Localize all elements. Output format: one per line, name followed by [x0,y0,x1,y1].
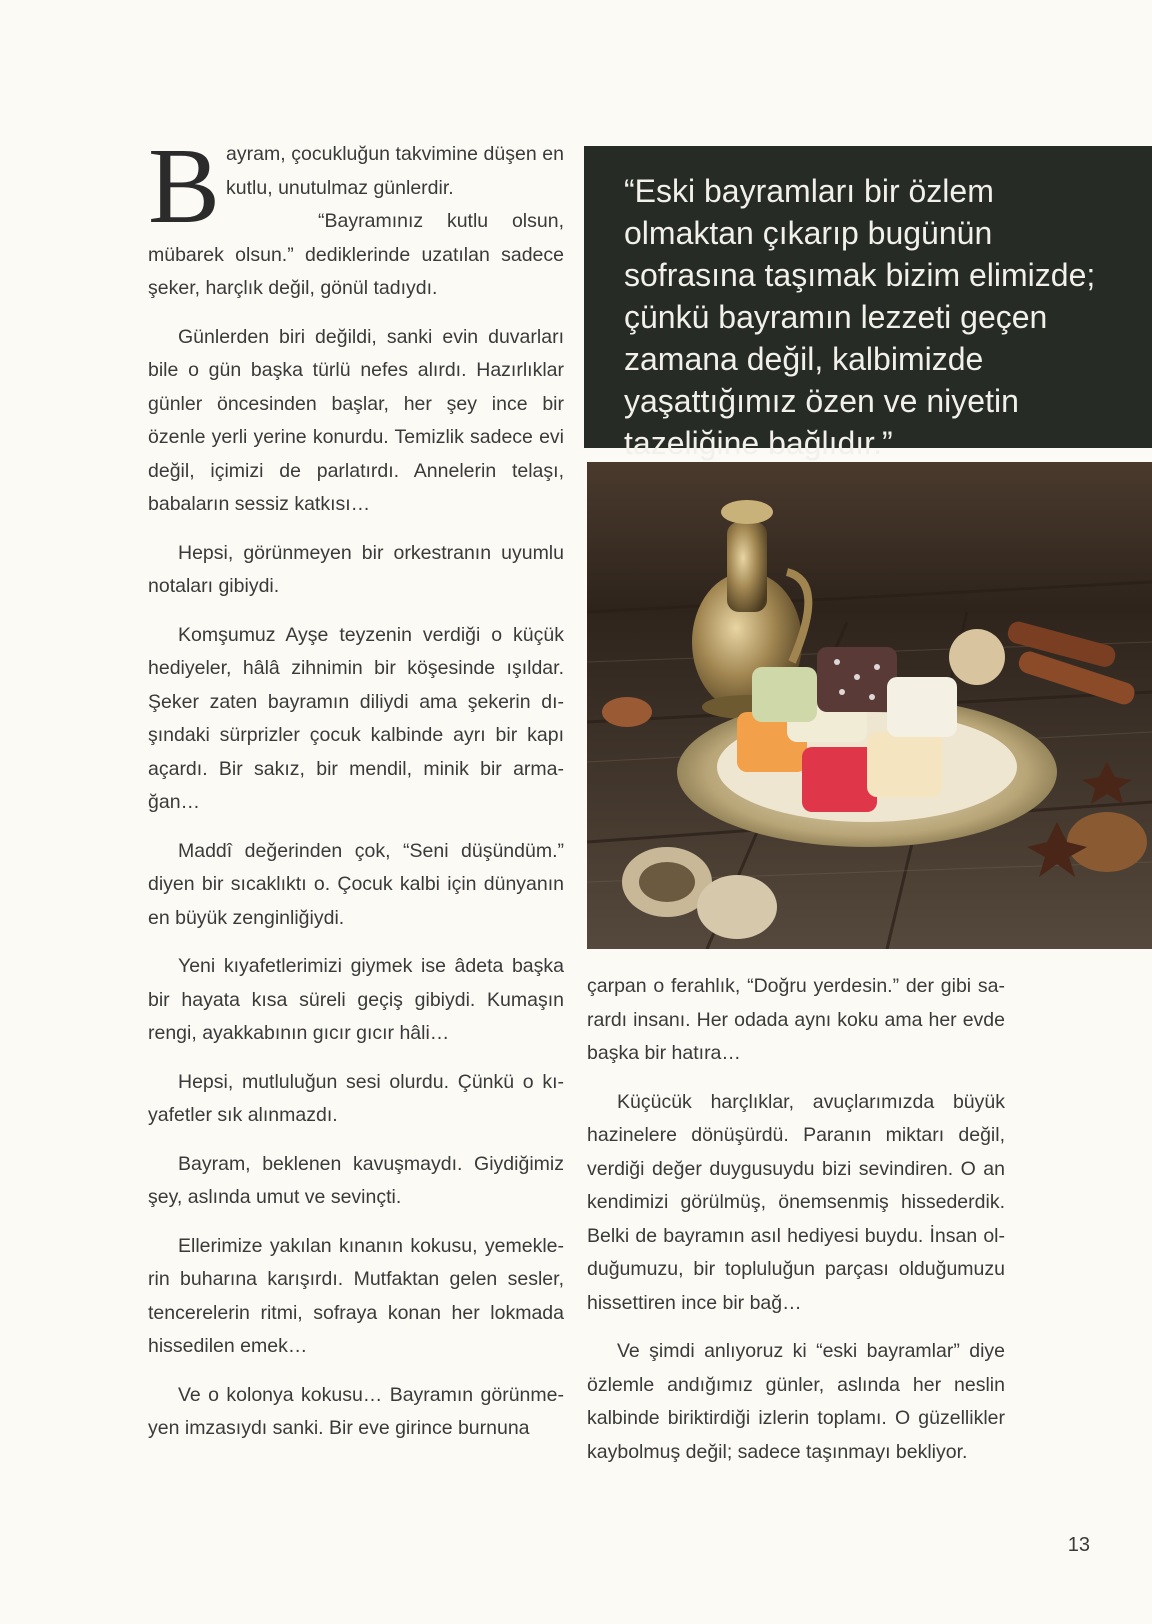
body-paragraph: Komşumuz Ayşe teyzenin verdiği o küçük hediyeler, hâlâ zihnimin bir köşesinde ışıldar. Şeker zaten bayramın diliydi ama şekerin dışındaki sürprizler çocuk kalbinde ayrı bir kapı açardı. Bir sakız, bir mendil, minik bir armağan… [148,623,564,813]
right-text-column [587,970,1005,1484]
body-paragraph: Küçücük harçlıklar, avuçlarımızda büyük hazinelere dönüşürdü. Paranın miktarı değil, verdiği değer duygusuydu bizi sevindiren. O an kendimizi görülmüş, önemsenmiş hissederdik. Belki de bayramın asıl hediyesi buydu. İnsan olduğumuzu, bir topluluğun parçası olduğumuzu hissettiren ince bir bağ… [587,1090,1005,1314]
continuation-paragraph: çarpan o ferahlık, “Doğru yerdesin.” der gibi sarardı insanı. Her odada aynı koku ama her evde başka bir hatıra… [587,975,1005,1064]
intro-paragraph: ayram, çocukluğun takvimine düşen en kutlu, unutulmaz günlerdir. [226,143,564,199]
body-paragraph: Hepsi, mutluluğun sesi olurdu. Çünkü o kıyafetler sık alınmazdı. [148,1070,564,1126]
pull-quote: “Eski bayramları bir özlem olmaktan çıkarıp bugünün sofrasına taşımak bizim elimizde; çünkü bayramın lezzeti geçen zamana değil, kalbimizde yaşattığımız özen ve niyetin tazeliğine bağlıdır.” [624,173,1096,461]
photo-illustration [587,462,1152,949]
page-number: 13 [1067,1534,1090,1556]
intro-block [148,127,564,306]
drop-cap: B [148,127,221,246]
body-paragraph: Maddî değerinden çok, “Seni düşündüm.” diyen bir sıcaklıktı o. Çocuk kalbi için dünyanın en büyük zenginliğiydi. [148,839,564,929]
body-paragraph: Günlerden biri değildi, sanki evin duvarları bile o gün başka türlü nefes alırdı. Hazırlıklar günler öncesinden başlar, her şey ince bir özenle yerli yerine konurdu. Temizlik sadece evi değil, içimizi de parlatırdı. Annelerin telaşı, babaların sessiz katkısı… [148,325,564,515]
body-paragraph: Ve şimdi anlıyoruz ki “eski bayramlar” diye özlemle andığımız günler, aslında her neslin kalbinde biriktirdiği izlerin toplamı. O güzellikler kaybolmuş değil; sadece taşınmayı bekliyor. [587,1340,1005,1463]
pull-quote-box [584,146,1152,461]
body-paragraph: Yeni kıyafetlerimizi giymek ise âdeta başka bir hayata kısa süreli geçiş gibiydi. Kumaşın rengi, ayakkabının gıcır gıcır hâli… [148,955,564,1044]
body-paragraph: Ve o kolonya kokusu… Bayramın görünmeyen imzasıydı sanki. Bir eve girince burnuna [148,1383,564,1439]
turkish-delight-photo [587,462,1152,949]
greeting-paragraph: “Bayramınız kutlu olsun, mübarek olsun.” dediklerinde uzatılan sadece şeker, harçlık değil, gönül tadıydı. [148,210,564,299]
left-text-column [148,127,564,1461]
body-paragraph: Hepsi, görünmeyen bir orkestranın uyumlu notaları gibiydi. [148,541,564,597]
body-paragraph: Ellerimize yakılan kınanın kokusu, yemeklerin buharına karışırdı. Mutfaktan gelen sesler, tencerelerin ritmi, sofraya konan her lokmada hissedilen emek… [148,1234,564,1357]
body-paragraph: Bayram, beklenen kavuşmaydı. Giydiğimiz şey, aslında umut ve sevinçti. [148,1152,564,1208]
